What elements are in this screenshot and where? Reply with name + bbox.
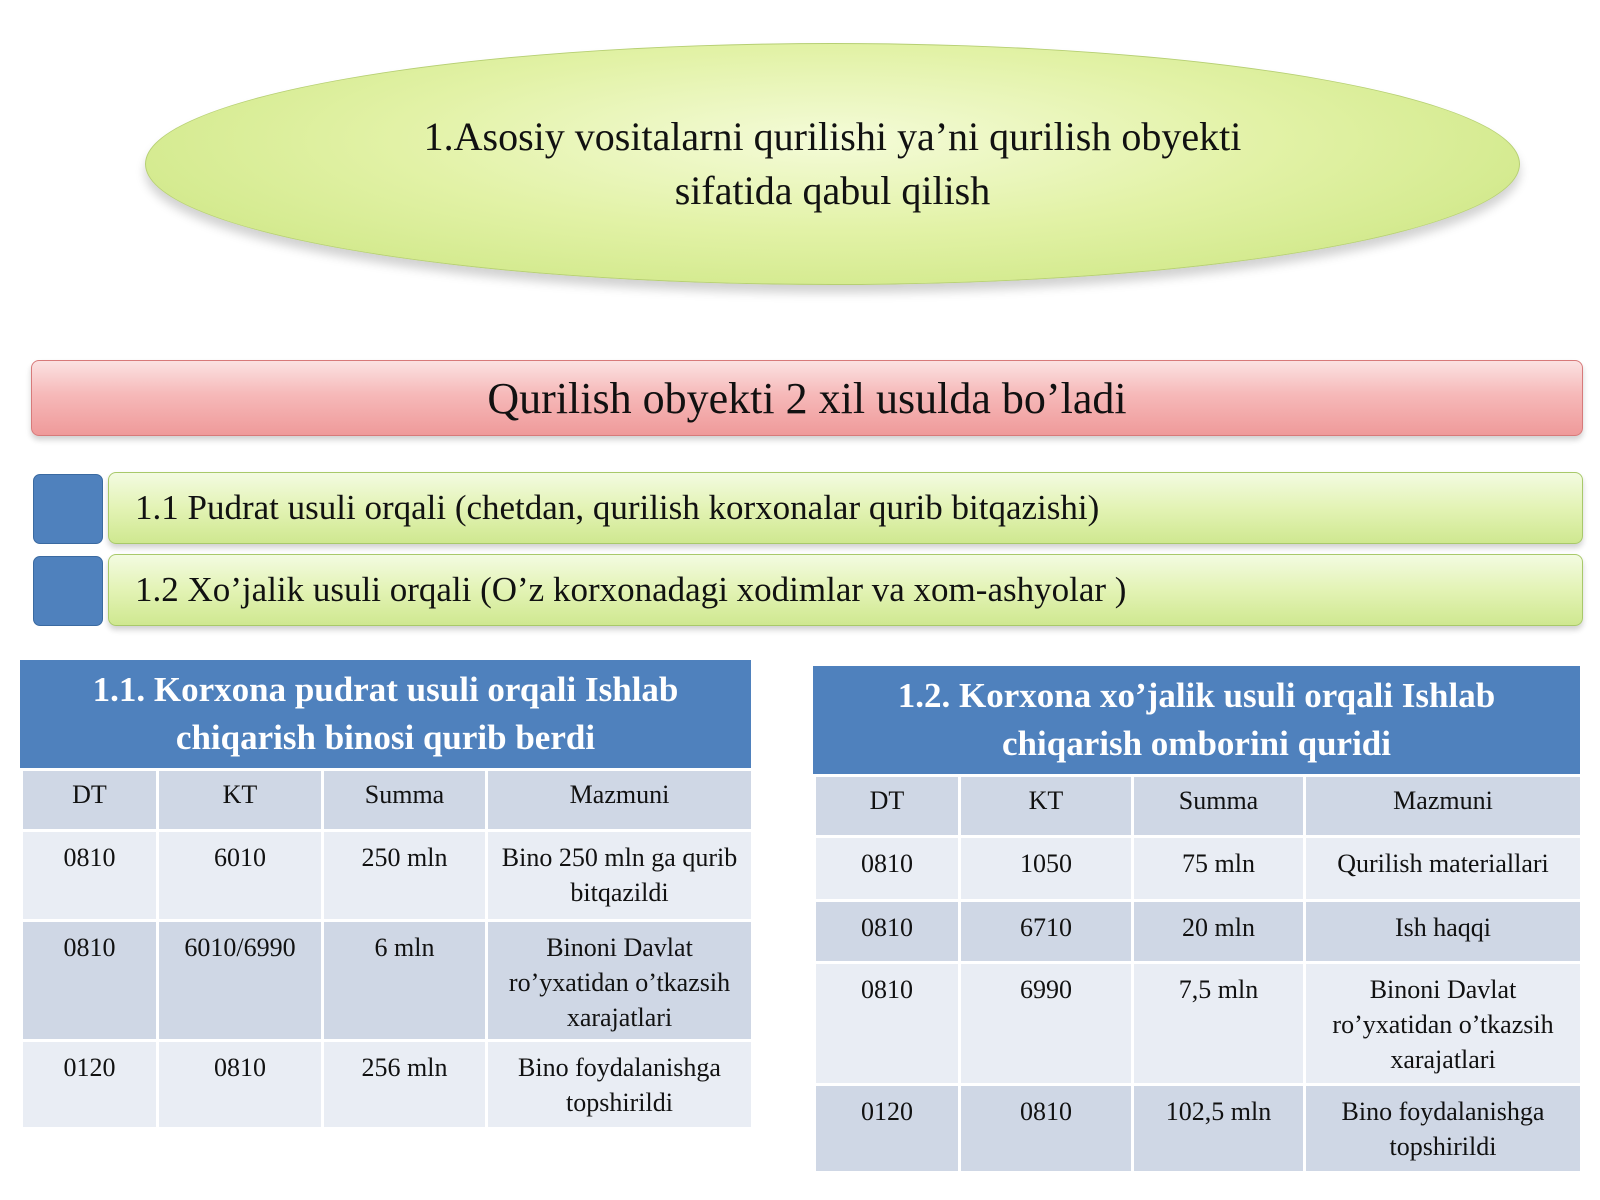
cell-summa: 256 mln [323,1041,487,1129]
column-header-mazmuni: Mazmuni [1305,776,1582,837]
cell-summa: 250 mln [323,831,487,921]
table-pudrat-title [20,660,751,768]
table-row [815,837,1582,901]
cell-dt: 0810 [815,901,960,963]
column-header-mazmuni: Mazmuni [487,770,753,831]
cell-dt: 0120 [22,1041,158,1129]
cell-mazmuni: Ish haqqi [1305,901,1582,963]
methods-banner [31,360,1583,436]
table-row [22,921,753,1041]
method-item-2 [108,554,1583,626]
cell-mazmuni: Qurilish materiallari [1305,837,1582,901]
table-header-row [22,770,753,831]
cell-dt: 0810 [22,831,158,921]
cell-summa: 6 mln [323,921,487,1041]
table-row [22,1041,753,1129]
cell-mazmuni: Bino foydalanishga topshirildi [487,1041,753,1129]
table-row [815,1085,1582,1173]
method-item-2-label: 1.2 Xo’jalik usuli orqali (O’z korxonadagi xodimlar va xom-ashyolar ) [135,570,1127,609]
slide-title [353,110,1313,218]
column-header-dt: DT [22,770,158,831]
cell-dt: 0120 [815,1085,960,1173]
cell-kt: 1050 [960,837,1133,901]
cell-dt: 0810 [815,837,960,901]
cell-kt: 0810 [960,1085,1133,1173]
method-item-1-label: 1.1 Pudrat usuli orqali (chetdan, qurilish korxonalar qurib bitqazishi) [135,488,1100,527]
title-oval [145,43,1520,285]
table-row [815,901,1582,963]
table-header-row [815,776,1582,837]
method-item-1 [108,472,1583,544]
column-header-kt: KT [960,776,1133,837]
cell-summa: 102,5 mln [1133,1085,1305,1173]
method-bullet-2 [33,556,103,626]
table-xojalik-grid [813,774,1583,1174]
cell-mazmuni: Binoni Davlat ro’yxatidan o’tkazsih xarajatlari [1305,963,1582,1085]
cell-kt: 6710 [960,901,1133,963]
column-header-summa: Summa [1133,776,1305,837]
cell-summa: 75 mln [1133,837,1305,901]
cell-kt: 6010/6990 [158,921,323,1041]
cell-dt: 0810 [815,963,960,1085]
cell-kt: 6010 [158,831,323,921]
banner-text: Qurilish obyekti 2 xil usulda bo’ladi [487,373,1127,423]
cell-kt: 0810 [158,1041,323,1129]
slide-title-line2: sifatida qabul qilish [674,168,991,213]
method-bullet-1 [33,474,103,544]
cell-kt: 6990 [960,963,1133,1085]
column-header-kt: KT [158,770,323,831]
table-row [815,963,1582,1085]
cell-summa: 20 mln [1133,901,1305,963]
cell-dt: 0810 [22,921,158,1041]
column-header-summa: Summa [323,770,487,831]
slide-title-line1: 1.Asosiy vositalarni qurilishi ya’ni qurilish obyekti [423,114,1242,159]
column-header-dt: DT [815,776,960,837]
table-pudrat-title-line2: chiqarish binosi qurib berdi [175,718,596,757]
table-pudrat-grid [20,768,754,1130]
cell-summa: 7,5 mln [1133,963,1305,1085]
cell-mazmuni: Bino foydalanishga topshirildi [1305,1085,1582,1173]
table-xojalik [813,666,1580,1174]
table-row [22,831,753,921]
table-pudrat-title-line1: 1.1. Korxona pudrat usuli orqali Ishlab [92,670,679,709]
table-xojalik-title [813,666,1580,774]
cell-mazmuni: Binoni Davlat ro’yxatidan o’tkazsih xarajatlari [487,921,753,1041]
table-xojalik-title-line2: chiqarish omborini quridi [1002,724,1391,763]
cell-mazmuni: Bino 250 mln ga qurib bitqazildi [487,831,753,921]
table-pudrat [20,660,751,1130]
table-xojalik-title-line1: 1.2. Korxona xo’jalik usuli orqali Ishlab [897,676,1496,715]
